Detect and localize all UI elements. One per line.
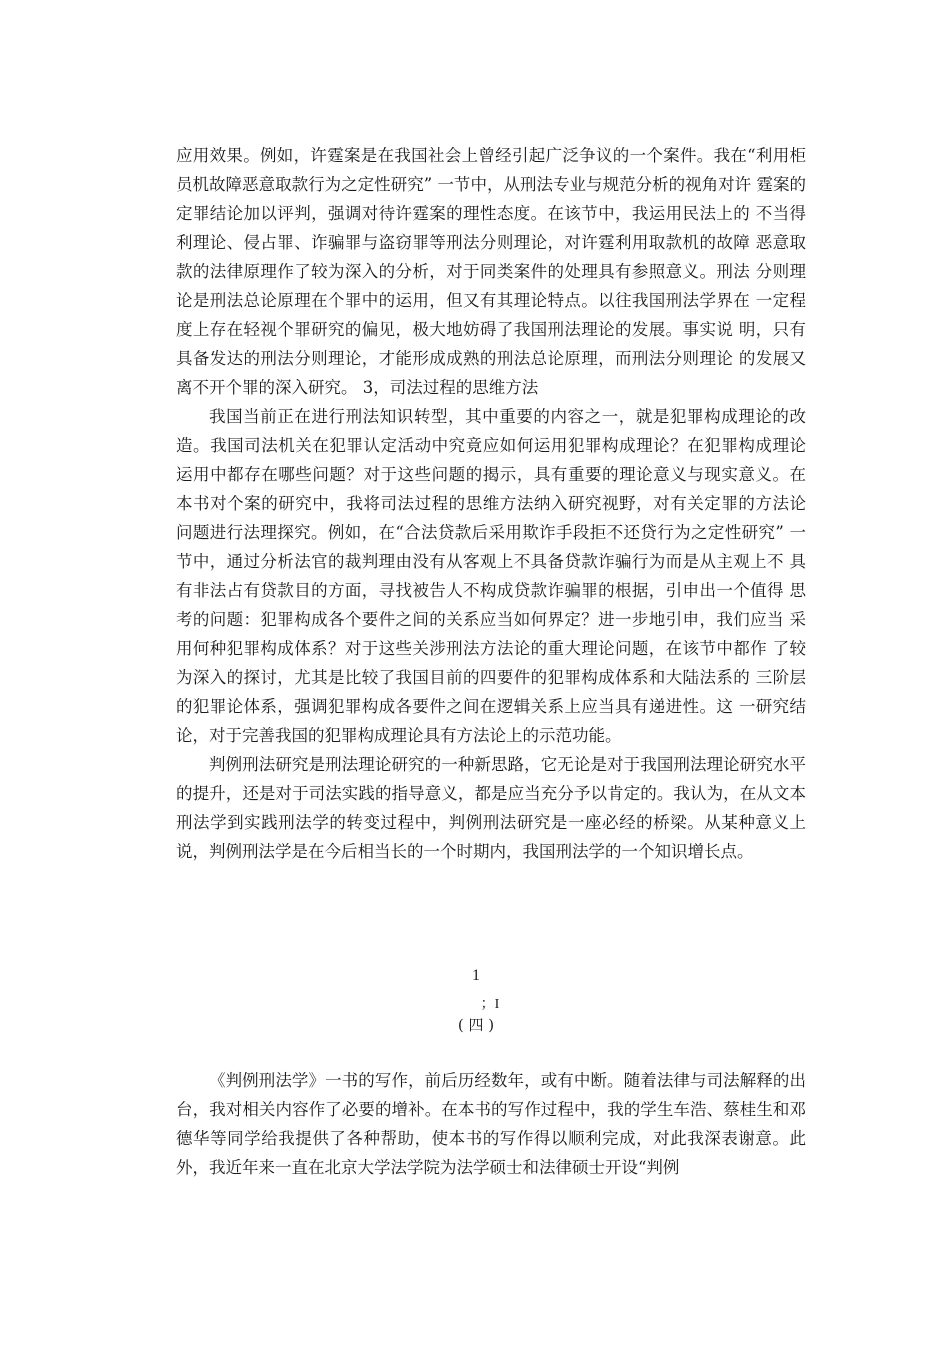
- body-text-section-4: [176, 1066, 806, 1182]
- section-marker: ；I: [480, 997, 500, 1012]
- paragraph-2: 我国当前正在进行刑法知识转型，其中重要的内容之一，就是犯罪构成理论的改 造。我国司法机关在犯罪认定活动中究竟应如何运用犯罪构成理论？在犯罪构成理论 运用中都存在哪些问题？对于这些问题的揭示，具有重要的理论意义与现实意义。在 本书对个案的研究中，我将司法过程的思维方法纳入研究视野，对有关定罪的方法论 问题进行法理探究。例如，在“合法贷款后采用欺诈手段拒不还贷行为之定性研究” 一节中，通过分析法官的裁判理由没有从客观上不具备贷款诈骗行为而是从主观上不 具有非法占有贷款目的方面，寻找被告人不构成贷款诈骗罪的根据，引申出一个值得 思考的问题：犯罪构成各个要件之间的关系应当如何界定？进一步地引申，我们应当 采用何种犯罪构成体系？对于这些关涉刑法方法论的重大理论问题，在该节中都作 了较为深入的探讨，尤其是比较了我国目前的四要件的犯罪构成体系和大陆法系的 三阶层的犯罪论体系，强调犯罪构成各要件之间在逻辑关系上应当具有递进性。这 一研究结论，对于完善我国的犯罪构成理论具有方法论上的示范功能。: [176, 407, 806, 745]
- paragraph-3: 判例刑法研究是刑法理论研究的一种新思路，它无论是对于我国刑法理论研究水平的提升，还是对于司法实践的指导意义，都是应当充分予以肯定的。我认为，在从文本刑法学到实践刑法学的转变过程中，判例刑法研究是一座必经的桥梁。从某种意义上说，判例刑法学是在今后相当长的一个时期内，我国刑法学的一个知识增长点。: [176, 755, 806, 861]
- page-number: 1: [472, 967, 480, 984]
- body-text-section-3: [176, 141, 806, 866]
- section-heading: ( 四 ): [457, 1016, 495, 1034]
- paragraph-1: 应用效果。例如，许霆案是在我国社会上曾经引起广泛争议的一个案件。我在“利用柜员机故障恶意取款行为之定性研究” 一节中，从刑法专业与规范分析的视角对许 霆案的定罪结论加以评判，强调对待许霆案的理性态度。在该节中，我运用民法上的 不当得利理论、侵占罪、诈骗罪与盗窃罪等刑法分则理论，对许霆利用取款机的故障 恶意取款的法律原理作了较为深入的分析，对于同类案件的处理具有参照意义。刑法 分则理论是刑法总论原理在个罪中的运用，但又有其理论特点。以往我国刑法学界在 一定程度上存在轻视个罪研究的偏见，极大地妨碍了我国刑法理论的发展。事实说 明，只有具备发达的刑法分则理论，才能形成成熟的刑法总论原理，而刑法分则理论 的发展又离不开个罪的深入研究。 3，司法过程的思维方法: [176, 146, 806, 397]
- paragraph-4: 《判例刑法学》一书的写作，前后历经数年，或有中断。随着法律与司法解释的出台，我对相关内容作了必要的增补。在本书的写作过程中，我的学生车浩、蔡桂生和邓德华等同学给我提供了各种帮助，使本书的写作得以顺利完成，对此我深表谢意。此外，我近年来一直在北京大学法学院为法学硕士和法律硕士开设“判例: [176, 1071, 806, 1177]
